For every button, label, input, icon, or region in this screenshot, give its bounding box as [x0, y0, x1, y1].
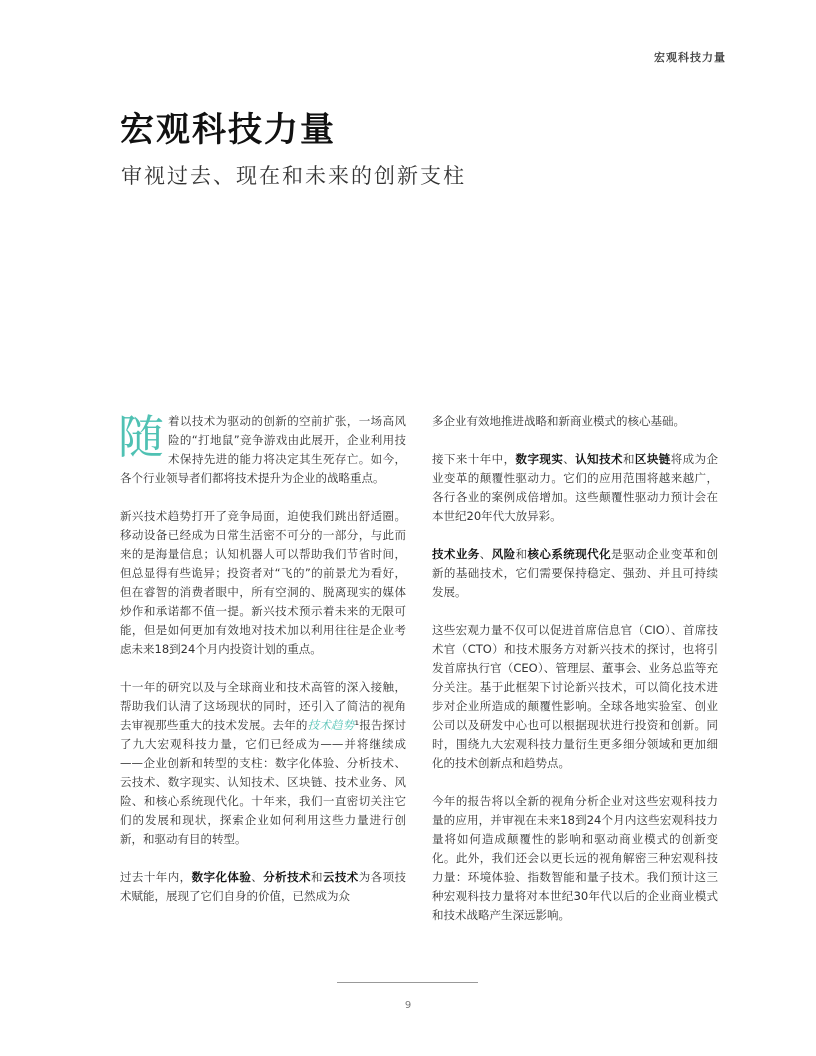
paragraph-text: 和: [622, 452, 635, 466]
bold-term: 核心系统现代化: [527, 547, 612, 561]
page-number: 9: [404, 1000, 412, 1011]
running-header: 宏观科技力量: [654, 51, 726, 64]
paragraph: [432, 450, 718, 526]
bold-term: 认知技术: [575, 452, 623, 466]
paragraph-text: 、: [479, 547, 492, 561]
drop-cap: 随: [118, 410, 164, 464]
paragraph: [120, 412, 406, 488]
paragraph: 今年的报告将以全新的视角分析企业对这些宏观科技力量的应用，并审视在未来18到24个月内这些宏观科技力量将如何造成颠覆性的影响和驱动商业模式的创新变化。此外，我们还会以更长远的视角解密三种宏观科技力量：环境体验、指数智能和量子技术。我们预计这三种宏观科技力量将对本世纪30年代以后的企业商业模式和技术战略产生深远影响。: [432, 794, 718, 922]
tech-trends-link[interactable]: 技术趋势: [307, 718, 355, 732]
paragraph-text: 十一年的研究以及与全球商业和技术高管的深入接触，帮助我们认清了这场现状的同时，还引入了简洁的视角去审视那些重大的技术发展。去年的: [120, 680, 406, 732]
left-column: [120, 412, 406, 925]
paragraph: 多企业有效地推进战略和新商业模式的核心基础。: [432, 414, 685, 428]
right-column: [432, 412, 718, 944]
paragraph-text: 着以技术为驱动的创新的空前扩张，一场高风险的“打地鼠”竞争游戏由此展开，企业利用技术保持先进的能力将决定其生死存亡。如今，各个行业领导者们都将技术提升为企业的战略重点。: [120, 414, 406, 485]
paragraph: [120, 868, 406, 906]
paragraph-text: ¹报告探讨了九大宏观科技力量，它们已经成为——并将继续成——企业创新和转型的支柱：数字化体验、分析技术、云技术、数字现实、认知技术、区块链、技术业务、风险、和核心系统现代化。十年来，我们一直密切关注它们的发展和现状，探索企业如何利用这些力量进行创新，和驱动有目的转型。: [120, 718, 407, 846]
paragraph-text: 为各项技术赋能，展现了它们自身的价值，已然成为众: [120, 870, 407, 903]
paragraph-text: 接下来十年中，: [432, 452, 516, 466]
paragraph-text: 、: [251, 870, 264, 884]
paragraph-text: 是驱动企业变革和创新的基础技术，它们需要保持稳定、强劲、并且可持续发展。: [432, 547, 719, 599]
paragraph: 这些宏观力量不仅可以促进首席信息官（CIO）、首席技术官（CTO）和技术服务方对新兴技术的探讨，也将引发首席执行官（CEO）、管理层、董事会、业务总监等充分关注。基于此框架下讨论新兴技术，可以简化技术进步对企业所造成的颠覆性影响。全球各地实验室、创业公司以及研发中心也可以根据现状进行投资和创新。同时，围绕九大宏观科技力量衍生更多细分领域和更加细化的技术创新点和趋势点。: [432, 623, 718, 770]
footer-divider: [337, 982, 478, 983]
bold-term: 分析技术: [263, 870, 311, 884]
page-subtitle: 审视过去、现在和未来的创新支柱: [121, 164, 466, 188]
page-title: 宏观科技力量: [120, 110, 336, 150]
paragraph: [432, 545, 718, 602]
paragraph-text: 过去十年内，: [120, 870, 192, 884]
bold-term: 数字化体验: [191, 870, 252, 884]
paragraph-text: 将成为企业变革的颠覆性驱动力。它们的应用范围将越来越广，各行各业的案例成倍增加。这些颠覆性驱动力预计会在本世纪20年代大放异彩。: [432, 452, 719, 523]
bold-term: 技术业务: [432, 547, 480, 561]
paragraph-text: 、: [563, 452, 576, 466]
paragraph-text: 和: [310, 870, 323, 884]
paragraph: 新兴技术趋势打开了竞争局面，迫使我们跳出舒适圈。移动设备已经成为日常生活密不可分的一部分，与此而来的是海量信息；认知机器人可以帮助我们节省时间，但总显得有些诡异；投资者对“飞的”的前景尤为看好，但在睿智的消费者眼中，所有空洞的、脱离现实的媒体炒作和承诺都不值一提。新兴技术预示着未来的无限可能，但是如何更加有效地对技术加以利用往往是企业考虑未来18到24个月内投资计划的重点。: [120, 509, 406, 656]
bold-term: 风险: [491, 547, 516, 561]
paragraph-text: 和: [515, 547, 528, 561]
paragraph: [120, 678, 406, 849]
bold-term: 云技术: [322, 870, 359, 884]
bold-term: 数字现实: [515, 452, 564, 466]
bold-term: 区块链: [634, 452, 671, 466]
